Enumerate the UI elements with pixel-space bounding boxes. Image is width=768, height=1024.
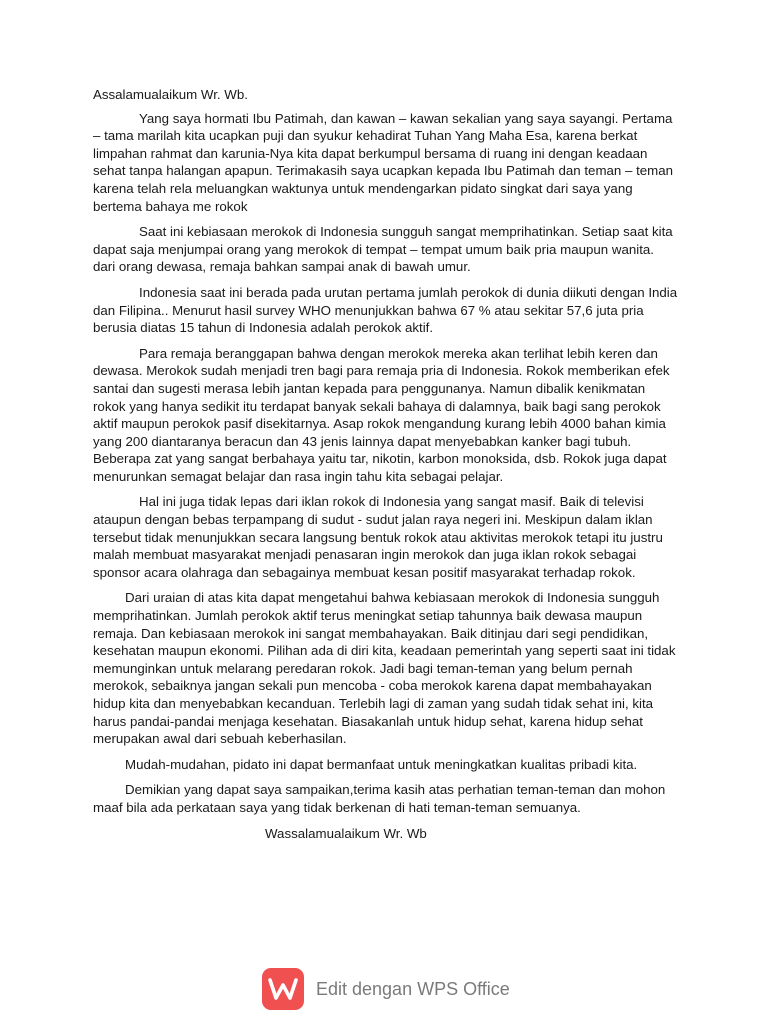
paragraph-hope: Mudah-mudahan, pidato ini dapat bermanfaat untuk meningkatkan kualitas pribadi kita. [125,756,638,772]
paragraph-advertising: Hal ini juga tidak lepas dari iklan rokok di Indonesia yang sangat masif. Baik di televisi ataupun dengan bebas terpampang di sudut - sudut jalan raya negeri ini. Meskipun dalam iklan tersebut tidak menunjukkan secara langsung bentuk rokok atau aktivitas merokok tetapi itu justru malah membuat masyarakat menjadi penasaran ingin merokok dan juga iklan rokok sebagai sponsor acara olahraga dan sebagainya membuat kesan positif masyarakat terhadap rokok. [93,494,663,580]
wps-edit-banner[interactable] [262,968,510,1010]
wps-edit-label[interactable]: Edit dengan WPS Office [316,978,510,999]
paragraph-opening: Yang saya hormati Ibu Patimah, dan kawan – kawan sekalian yang saya sayangi. Pertama – tama marilah kita ucapkan puji dan syukur kehadirat Tuhan Yang Maha Esa, karena berkat limpahan rahmat dan karunia-Nya kita dapat berkumpul bersama di ruang ini dengan keadaan sehat tanpa halangan apapun. Terimakasih saya ucapkan kepada Ibu Patimah dan teman – teman karena telah rela meluangkan waktunya untuk mendengarkan pidato singkat dari saya yang bertema bahaya me rokok [93,110,674,214]
paragraph-teen-smoking: Para remaja beranggapan bahwa dengan merokok mereka akan terlihat lebih keren dan dewasa. Merokok sudah menjadi tren bagi para remaja pria di Indonesia. Rokok memberikan efek santai dan sugesti merasa lebih jantan kepada para penggunanya. Namun dibalik kenikmatan rokok yang hanya sedikit itu terdapat banyak sekali bahaya di dalamnya, baik bagi sang perokok aktif maupun perokok pasif disekitarnya. Asap rokok mengandung kurang lebih 4000 bahan kimia yang 200 diantaranya beracun dan 43 jenis lainnya dapat menyebabkan kanker bagi tubuh. Beberapa zat yang sangat berbahaya yaitu tar, nikotin, karbon monoksida, dsb. Rokok juga dapat menurunkan semagat belajar dan rasa ingin tahu kita sebagai pelajar. [93,345,670,484]
document-page [93,86,678,850]
paragraph-current-situation: Saat ini kebiasaan merokok di Indonesia sungguh sangat memprihatinkan. Setiap saat kita dapat saja menjumpai orang yang merokok di tempat – tempat umum baik pria maupun wanita. dari orang dewasa, remaja bahkan sampai anak di bawah umur. [93,224,673,275]
closing-line: Wassalamualaikum Wr. Wb [265,825,427,841]
wps-office-logo-icon[interactable] [262,968,304,1010]
paragraph-statistics: Indonesia saat ini berada pada urutan pertama jumlah perokok di dunia diikuti dengan India dan Filipina.. Menurut hasil survey WHO menunjukkan bahwa 67 % atau sekitar 57,6 juta pria berusia diatas 15 tahun di Indonesia adalah perokok aktif. [93,284,678,336]
paragraph-conclusion: Dari uraian di atas kita dapat mengetahui bahwa kebiasaan merokok di Indonesia sungguh memprihatinkan. Jumlah perokok aktif terus meningkat setiap tahunnya baik dewasa maupun remaja. Dan kebiasaan merokok ini sangat membahayakan. Baik ditinjau dari segi pendidikan, kesehatan maupun ekonomi. Pilihan ada di diri kita, keadaan pemerintah yang seperti saat ini tidak memunginkan untuk melarang peredaran rokok. Jadi bagi teman-teman yang belum pernah merokok, sebaiknya jangan sekali pun mencoba - coba merokok karena dapat membahayakan hidup kita dan menyebabkan kecanduan. Terlebih lagi di zaman yang sudah tidak sehat ini, kita harus pandai-pandai menjaga kesehatan. Biasakanlah untuk hidup sehat, karena hidup sehat merupakan awal dari sebuah keberhasilan. [93,590,676,747]
greeting-line: Assalamualaikum Wr. Wb. [93,87,248,102]
paragraph-thanks: Demikian yang dapat saya sampaikan,terima kasih atas perhatian teman-teman dan mohon maaf bila ada perkataan saya yang tidak berkenan di hati teman-teman semuanya. [93,782,666,815]
